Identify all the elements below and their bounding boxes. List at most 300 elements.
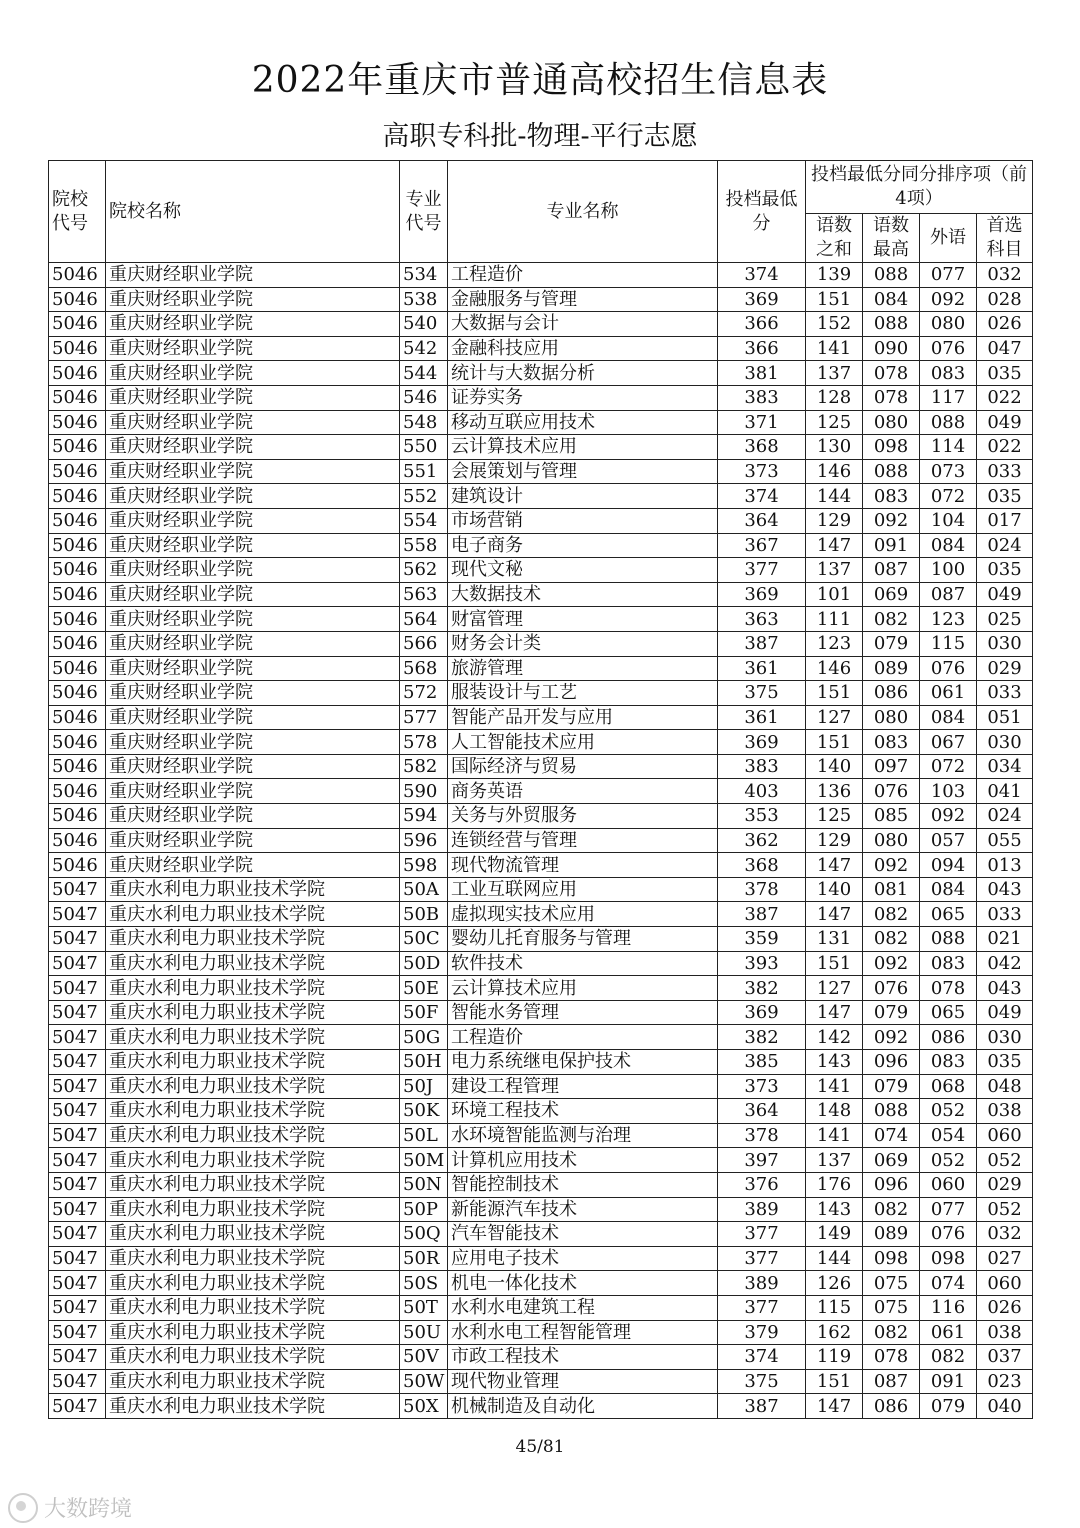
first-subject-cell: 025: [977, 607, 1033, 632]
major-name-cell: 工程造价: [448, 1025, 718, 1050]
major-code-cell: 598: [400, 853, 448, 878]
first-subject-cell: 055: [977, 828, 1033, 853]
sum-cm-cell: 141: [806, 336, 863, 361]
max-cm-cell: 080: [863, 828, 920, 853]
first-subject-cell: 013: [977, 853, 1033, 878]
min-score-cell: 369: [718, 287, 806, 312]
min-score-cell: 393: [718, 951, 806, 976]
school-name-cell: 重庆水利电力职业技术学院: [106, 1369, 400, 1394]
school-name-cell: 重庆财经职业学院: [106, 730, 400, 755]
max-cm-cell: 098: [863, 435, 920, 460]
table-row: [49, 705, 1033, 730]
max-cm-cell: 075: [863, 1295, 920, 1320]
major-name-cell: 智能产品开发与应用: [448, 705, 718, 730]
min-score-cell: 353: [718, 804, 806, 829]
school-name-cell: 重庆水利电力职业技术学院: [106, 1025, 400, 1050]
min-score-cell: 366: [718, 336, 806, 361]
major-name-cell: 市政工程技术: [448, 1345, 718, 1370]
sum-cm-cell: 151: [806, 951, 863, 976]
max-cm-cell: 086: [863, 681, 920, 706]
table-row: [49, 1123, 1033, 1148]
school-code-cell: 5046: [49, 681, 106, 706]
major-code-cell: 50W: [400, 1369, 448, 1394]
major-code-cell: 572: [400, 681, 448, 706]
school-name-cell: 重庆水利电力职业技术学院: [106, 1000, 400, 1025]
table-row: [49, 435, 1033, 460]
table-row: [49, 533, 1033, 558]
major-name-cell: 云计算技术应用: [448, 435, 718, 460]
min-score-cell: 359: [718, 927, 806, 952]
foreign-cell: 072: [920, 754, 977, 779]
major-name-cell: 统计与大数据分析: [448, 361, 718, 386]
major-code-cell: 50L: [400, 1123, 448, 1148]
major-code-cell: 50H: [400, 1050, 448, 1075]
major-code-cell: 554: [400, 508, 448, 533]
school-name-cell: 重庆财经职业学院: [106, 804, 400, 829]
sum-cm-cell: 162: [806, 1320, 863, 1345]
first-subject-cell: 043: [977, 976, 1033, 1001]
major-name-cell: 连锁经营与管理: [448, 828, 718, 853]
foreign-cell: 082: [920, 1345, 977, 1370]
table-row: [49, 607, 1033, 632]
major-code-cell: 552: [400, 484, 448, 509]
first-subject-cell: 042: [977, 951, 1033, 976]
major-name-cell: 财务会计类: [448, 631, 718, 656]
min-score-cell: 373: [718, 1074, 806, 1099]
major-name-cell: 水利水电工程智能管理: [448, 1320, 718, 1345]
major-name-cell: 电力系统继电保护技术: [448, 1050, 718, 1075]
first-subject-cell: 052: [977, 1197, 1033, 1222]
table-row: [49, 508, 1033, 533]
first-subject-cell: 022: [977, 435, 1033, 460]
first-subject-cell: 030: [977, 730, 1033, 755]
foreign-cell: 084: [920, 533, 977, 558]
major-code-cell: 50Q: [400, 1222, 448, 1247]
table-row: [49, 361, 1033, 386]
school-name-cell: 重庆财经职业学院: [106, 631, 400, 656]
first-subject-cell: 033: [977, 681, 1033, 706]
min-score-cell: 377: [718, 1246, 806, 1271]
foreign-cell: 104: [920, 508, 977, 533]
school-code-cell: 5046: [49, 656, 106, 681]
sum-cm-cell: 129: [806, 508, 863, 533]
min-score-cell: 383: [718, 754, 806, 779]
max-cm-cell: 076: [863, 976, 920, 1001]
major-name-cell: 智能水务管理: [448, 1000, 718, 1025]
min-score-cell: 369: [718, 730, 806, 755]
major-code-cell: 563: [400, 582, 448, 607]
max-cm-cell: 089: [863, 656, 920, 681]
first-subject-cell: 032: [977, 1222, 1033, 1247]
first-subject-cell: 023: [977, 1369, 1033, 1394]
school-name-cell: 重庆财经职业学院: [106, 656, 400, 681]
major-name-cell: 证券实务: [448, 385, 718, 410]
page-subtitle: 高职专科批-物理-平行志愿: [382, 121, 698, 152]
school-name-cell: 重庆水利电力职业技术学院: [106, 1123, 400, 1148]
major-name-cell: 环境工程技术: [448, 1099, 718, 1124]
header-major-code: 专业代号: [400, 161, 448, 263]
foreign-cell: 065: [920, 1000, 977, 1025]
sum-cm-cell: 146: [806, 459, 863, 484]
major-code-cell: 50V: [400, 1345, 448, 1370]
max-cm-cell: 090: [863, 336, 920, 361]
sum-cm-cell: 137: [806, 361, 863, 386]
table-row: [49, 1345, 1033, 1370]
table-row: [49, 263, 1033, 288]
major-name-cell: 电子商务: [448, 533, 718, 558]
school-code-cell: 5046: [49, 754, 106, 779]
table-row: [49, 877, 1033, 902]
sum-cm-cell: 119: [806, 1345, 863, 1370]
school-name-cell: 重庆水利电力职业技术学院: [106, 1222, 400, 1247]
sum-cm-cell: 129: [806, 828, 863, 853]
first-subject-cell: 035: [977, 361, 1033, 386]
major-code-cell: 562: [400, 558, 448, 583]
major-name-cell: 软件技术: [448, 951, 718, 976]
major-code-cell: 50C: [400, 927, 448, 952]
school-code-cell: 5047: [49, 1074, 106, 1099]
table-row: [49, 779, 1033, 804]
sum-cm-cell: 125: [806, 804, 863, 829]
table-row: [49, 828, 1033, 853]
foreign-cell: 116: [920, 1295, 977, 1320]
school-name-cell: 重庆水利电力职业技术学院: [106, 1246, 400, 1271]
table-row: [49, 1148, 1033, 1173]
major-name-cell: 虚拟现实技术应用: [448, 902, 718, 927]
min-score-cell: 374: [718, 484, 806, 509]
min-score-cell: 382: [718, 976, 806, 1001]
table-row: [49, 1074, 1033, 1099]
min-score-cell: 378: [718, 877, 806, 902]
first-subject-cell: 038: [977, 1099, 1033, 1124]
min-score-cell: 361: [718, 656, 806, 681]
sum-cm-cell: 137: [806, 558, 863, 583]
sum-cm-cell: 146: [806, 656, 863, 681]
major-name-cell: 会展策划与管理: [448, 459, 718, 484]
sum-cm-cell: 141: [806, 1123, 863, 1148]
major-name-cell: 新能源汽车技术: [448, 1197, 718, 1222]
school-name-cell: 重庆水利电力职业技术学院: [106, 1345, 400, 1370]
major-code-cell: 50J: [400, 1074, 448, 1099]
first-subject-cell: 037: [977, 1345, 1033, 1370]
max-cm-cell: 083: [863, 484, 920, 509]
min-score-cell: 377: [718, 1222, 806, 1247]
sum-cm-cell: 126: [806, 1271, 863, 1296]
school-name-cell: 重庆水利电力职业技术学院: [106, 1099, 400, 1124]
major-code-cell: 596: [400, 828, 448, 853]
school-name-cell: 重庆水利电力职业技术学院: [106, 1172, 400, 1197]
max-cm-cell: 088: [863, 1099, 920, 1124]
sum-cm-cell: 151: [806, 681, 863, 706]
school-code-cell: 5047: [49, 951, 106, 976]
foreign-cell: 092: [920, 287, 977, 312]
major-code-cell: 50N: [400, 1172, 448, 1197]
major-name-cell: 应用电子技术: [448, 1246, 718, 1271]
first-subject-cell: 022: [977, 385, 1033, 410]
foreign-cell: 117: [920, 385, 977, 410]
major-code-cell: 550: [400, 435, 448, 460]
header-major-name: 专业名称: [448, 161, 718, 263]
school-name-cell: 重庆财经职业学院: [106, 385, 400, 410]
header-first-subject: 首选科目: [977, 214, 1033, 263]
max-cm-cell: 079: [863, 1000, 920, 1025]
foreign-cell: 073: [920, 459, 977, 484]
max-cm-cell: 080: [863, 705, 920, 730]
major-code-cell: 50S: [400, 1271, 448, 1296]
min-score-cell: 377: [718, 558, 806, 583]
major-name-cell: 工程造价: [448, 263, 718, 288]
max-cm-cell: 096: [863, 1172, 920, 1197]
major-code-cell: 50P: [400, 1197, 448, 1222]
table-row: [49, 1320, 1033, 1345]
min-score-cell: 383: [718, 385, 806, 410]
max-cm-cell: 088: [863, 312, 920, 337]
school-code-cell: 5046: [49, 263, 106, 288]
sum-cm-cell: 147: [806, 533, 863, 558]
major-code-cell: 546: [400, 385, 448, 410]
school-name-cell: 重庆财经职业学院: [106, 533, 400, 558]
table-row: [49, 1222, 1033, 1247]
school-code-cell: 5047: [49, 1320, 106, 1345]
min-score-cell: 367: [718, 533, 806, 558]
school-code-cell: 5046: [49, 730, 106, 755]
school-code-cell: 5046: [49, 410, 106, 435]
school-name-cell: 重庆财经职业学院: [106, 754, 400, 779]
max-cm-cell: 079: [863, 1074, 920, 1099]
first-subject-cell: 049: [977, 410, 1033, 435]
max-cm-cell: 082: [863, 1320, 920, 1345]
school-code-cell: 5047: [49, 1099, 106, 1124]
table-row: [49, 1295, 1033, 1320]
major-name-cell: 市场营销: [448, 508, 718, 533]
school-code-cell: 5047: [49, 927, 106, 952]
major-code-cell: 50K: [400, 1099, 448, 1124]
table-row: [49, 287, 1033, 312]
foreign-cell: 065: [920, 902, 977, 927]
foreign-cell: 052: [920, 1148, 977, 1173]
school-name-cell: 重庆水利电力职业技术学院: [106, 1394, 400, 1419]
school-name-cell: 重庆水利电力职业技术学院: [106, 1074, 400, 1099]
school-name-cell: 重庆财经职业学院: [106, 828, 400, 853]
first-subject-cell: 030: [977, 1025, 1033, 1050]
sum-cm-cell: 127: [806, 705, 863, 730]
min-score-cell: 374: [718, 263, 806, 288]
first-subject-cell: 043: [977, 877, 1033, 902]
foreign-cell: 052: [920, 1099, 977, 1124]
first-subject-cell: 041: [977, 779, 1033, 804]
min-score-cell: 375: [718, 1369, 806, 1394]
sum-cm-cell: 151: [806, 287, 863, 312]
school-code-cell: 5046: [49, 484, 106, 509]
min-score-cell: 368: [718, 853, 806, 878]
foreign-cell: 092: [920, 804, 977, 829]
min-score-cell: 403: [718, 779, 806, 804]
sum-cm-cell: 144: [806, 1246, 863, 1271]
school-name-cell: 重庆水利电力职业技术学院: [106, 976, 400, 1001]
sum-cm-cell: 140: [806, 877, 863, 902]
school-name-cell: 重庆水利电力职业技术学院: [106, 1148, 400, 1173]
max-cm-cell: 085: [863, 804, 920, 829]
school-code-cell: 5046: [49, 828, 106, 853]
major-name-cell: 建设工程管理: [448, 1074, 718, 1099]
foreign-cell: 067: [920, 730, 977, 755]
sum-cm-cell: 143: [806, 1050, 863, 1075]
foreign-cell: 077: [920, 1197, 977, 1222]
max-cm-cell: 080: [863, 410, 920, 435]
first-subject-cell: 047: [977, 336, 1033, 361]
major-name-cell: 商务英语: [448, 779, 718, 804]
major-name-cell: 关务与外贸服务: [448, 804, 718, 829]
school-name-cell: 重庆财经职业学院: [106, 312, 400, 337]
major-name-cell: 大数据与会计: [448, 312, 718, 337]
min-score-cell: 375: [718, 681, 806, 706]
major-code-cell: 50M: [400, 1148, 448, 1173]
min-score-cell: 387: [718, 1394, 806, 1419]
header-foreign-language: 外语: [920, 214, 977, 263]
min-score-cell: 397: [718, 1148, 806, 1173]
major-name-cell: 移动互联应用技术: [448, 410, 718, 435]
sum-cm-cell: 131: [806, 927, 863, 952]
school-name-cell: 重庆财经职业学院: [106, 779, 400, 804]
foreign-cell: 060: [920, 1172, 977, 1197]
school-code-cell: 5046: [49, 435, 106, 460]
major-name-cell: 工业互联网应用: [448, 877, 718, 902]
school-name-cell: 重庆水利电力职业技术学院: [106, 1295, 400, 1320]
foreign-cell: 084: [920, 705, 977, 730]
min-score-cell: 373: [718, 459, 806, 484]
sum-cm-cell: 137: [806, 1148, 863, 1173]
major-name-cell: 水利水电建筑工程: [448, 1295, 718, 1320]
major-name-cell: 汽车智能技术: [448, 1222, 718, 1247]
first-subject-cell: 021: [977, 927, 1033, 952]
min-score-cell: 361: [718, 705, 806, 730]
table-row: [49, 558, 1033, 583]
table-row: [49, 730, 1033, 755]
major-code-cell: 50G: [400, 1025, 448, 1050]
school-code-cell: 5047: [49, 1246, 106, 1271]
school-code-cell: 5047: [49, 1025, 106, 1050]
first-subject-cell: 048: [977, 1074, 1033, 1099]
major-code-cell: 50A: [400, 877, 448, 902]
max-cm-cell: 069: [863, 582, 920, 607]
sum-cm-cell: 151: [806, 1369, 863, 1394]
major-code-cell: 50E: [400, 976, 448, 1001]
major-name-cell: 计算机应用技术: [448, 1148, 718, 1173]
major-code-cell: 558: [400, 533, 448, 558]
school-code-cell: 5046: [49, 459, 106, 484]
first-subject-cell: 060: [977, 1123, 1033, 1148]
school-code-cell: 5047: [49, 1123, 106, 1148]
first-subject-cell: 033: [977, 902, 1033, 927]
school-code-cell: 5046: [49, 533, 106, 558]
school-code-cell: 5046: [49, 607, 106, 632]
max-cm-cell: 097: [863, 754, 920, 779]
foreign-cell: 087: [920, 582, 977, 607]
school-code-cell: 5047: [49, 1148, 106, 1173]
table-row: [49, 754, 1033, 779]
min-score-cell: 364: [718, 508, 806, 533]
sum-cm-cell: 147: [806, 853, 863, 878]
school-name-cell: 重庆财经职业学院: [106, 361, 400, 386]
foreign-cell: 115: [920, 631, 977, 656]
major-code-cell: 566: [400, 631, 448, 656]
school-code-cell: 5047: [49, 1369, 106, 1394]
max-cm-cell: 089: [863, 1222, 920, 1247]
first-subject-cell: 049: [977, 1000, 1033, 1025]
first-subject-cell: 030: [977, 631, 1033, 656]
table-row: [49, 582, 1033, 607]
major-name-cell: 现代物业管理: [448, 1369, 718, 1394]
school-code-cell: 5047: [49, 1271, 106, 1296]
foreign-cell: 083: [920, 361, 977, 386]
school-name-cell: 重庆财经职业学院: [106, 336, 400, 361]
header-school-name: 院校名称: [106, 161, 400, 263]
table-row: [49, 336, 1033, 361]
table-row: [49, 1394, 1033, 1419]
first-subject-cell: 049: [977, 582, 1033, 607]
min-score-cell: 362: [718, 828, 806, 853]
school-code-cell: 5047: [49, 877, 106, 902]
sum-cm-cell: 147: [806, 1394, 863, 1419]
min-score-cell: 382: [718, 1025, 806, 1050]
school-code-cell: 5046: [49, 312, 106, 337]
school-code-cell: 5046: [49, 705, 106, 730]
min-score-cell: 381: [718, 361, 806, 386]
major-name-cell: 机电一体化技术: [448, 1271, 718, 1296]
table-row: [49, 927, 1033, 952]
foreign-cell: 076: [920, 336, 977, 361]
major-code-cell: 577: [400, 705, 448, 730]
major-code-cell: 540: [400, 312, 448, 337]
major-code-cell: 50X: [400, 1394, 448, 1419]
school-name-cell: 重庆财经职业学院: [106, 607, 400, 632]
sum-cm-cell: 141: [806, 1074, 863, 1099]
major-code-cell: 50R: [400, 1246, 448, 1271]
school-code-cell: 5047: [49, 1345, 106, 1370]
major-name-cell: 云计算技术应用: [448, 976, 718, 1001]
foreign-cell: 100: [920, 558, 977, 583]
foreign-cell: 123: [920, 607, 977, 632]
foreign-cell: 091: [920, 1369, 977, 1394]
school-name-cell: 重庆水利电力职业技术学院: [106, 902, 400, 927]
min-score-cell: 369: [718, 582, 806, 607]
foreign-cell: 079: [920, 1394, 977, 1419]
max-cm-cell: 076: [863, 779, 920, 804]
max-cm-cell: 078: [863, 1345, 920, 1370]
school-code-cell: 5047: [49, 1222, 106, 1247]
major-code-cell: 544: [400, 361, 448, 386]
school-code-cell: 5047: [49, 1394, 106, 1419]
table-row: [49, 1246, 1033, 1271]
major-code-cell: 50T: [400, 1295, 448, 1320]
sum-cm-cell: 142: [806, 1025, 863, 1050]
school-name-cell: 重庆水利电力职业技术学院: [106, 927, 400, 952]
school-name-cell: 重庆水利电力职业技术学院: [106, 1320, 400, 1345]
school-code-cell: 5047: [49, 1000, 106, 1025]
first-subject-cell: 038: [977, 1320, 1033, 1345]
major-code-cell: 50D: [400, 951, 448, 976]
major-code-cell: 50U: [400, 1320, 448, 1345]
first-subject-cell: 029: [977, 656, 1033, 681]
school-name-cell: 重庆财经职业学院: [106, 558, 400, 583]
sum-cm-cell: 176: [806, 1172, 863, 1197]
table-row: [49, 631, 1033, 656]
min-score-cell: 387: [718, 902, 806, 927]
max-cm-cell: 083: [863, 730, 920, 755]
major-name-cell: 人工智能技术应用: [448, 730, 718, 755]
max-cm-cell: 098: [863, 1246, 920, 1271]
foreign-cell: 078: [920, 976, 977, 1001]
